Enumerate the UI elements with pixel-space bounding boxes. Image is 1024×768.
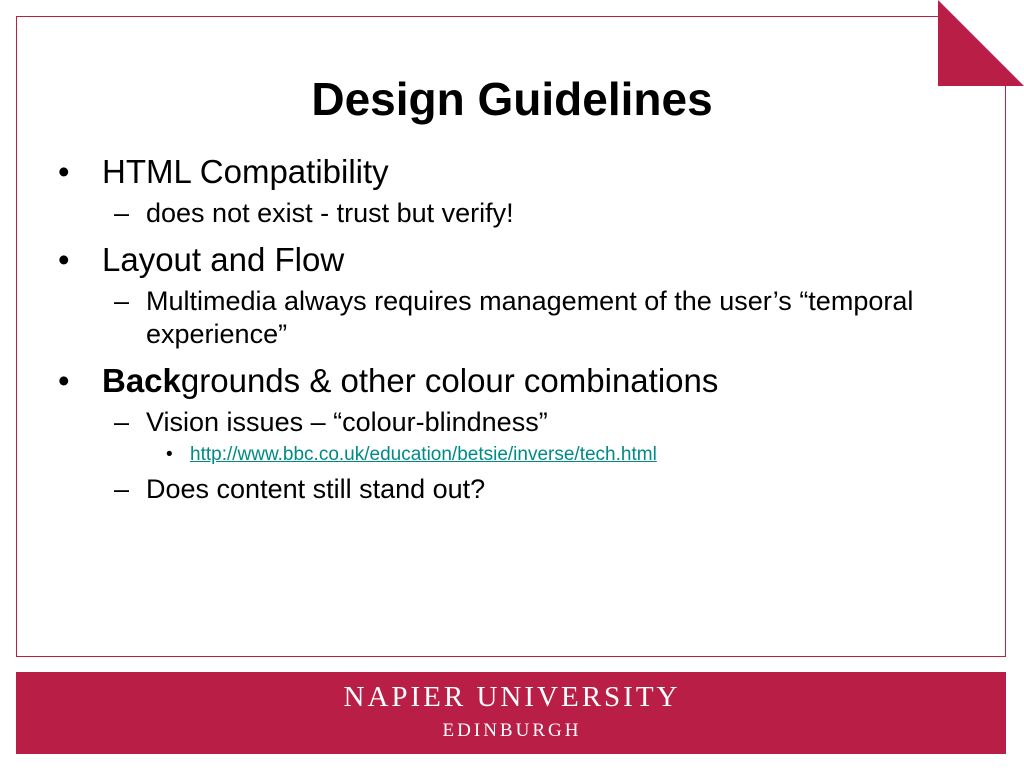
sub-bullet-trust-verify <box>58 197 988 230</box>
slide-content <box>58 152 988 506</box>
bullet-text: HTML Compatibility <box>102 153 389 190</box>
sub-bullet-vision-issues <box>58 406 988 439</box>
sub-bullet-text: Vision issues – “colour-blindness” <box>146 407 548 437</box>
sub-bullet-text: does not exist - trust but verify! <box>146 198 514 228</box>
bullet-marker: • <box>58 153 70 190</box>
sub-bullet-content-stand-out <box>58 473 988 506</box>
dash-marker: – <box>114 474 130 504</box>
dash-marker: – <box>114 407 130 437</box>
dash-marker: – <box>114 198 130 228</box>
bullet-text: grounds & other colour combinations <box>180 362 719 399</box>
bullet-backgrounds <box>58 361 988 401</box>
sub-bullet-text: Does content still stand out? <box>146 474 486 504</box>
bullet-html-compatibility <box>58 152 988 192</box>
bbc-betsie-link[interactable]: http://www.bbc.co.uk/education/betsie/inverse/tech.html <box>190 444 657 465</box>
bullet-marker: • <box>58 362 70 399</box>
bullet-bold-prefix: Back <box>102 362 181 399</box>
dash-marker: – <box>114 286 130 316</box>
sub-sub-bullet-link <box>58 442 988 468</box>
bullet-marker: • <box>58 241 70 278</box>
bullet-text: Layout and Flow <box>102 241 345 278</box>
bullet-marker: • <box>166 444 173 465</box>
sub-bullet-multimedia <box>58 285 988 351</box>
sub-bullet-text: Multimedia always requires management of the user’s “temporal experience” <box>146 286 914 349</box>
university-city: EDINBURGH <box>442 720 582 741</box>
university-name: NAPIER UNIVERSITY <box>343 681 681 713</box>
bullet-layout-flow <box>58 240 988 280</box>
slide-title: Design Guidelines <box>311 73 713 125</box>
